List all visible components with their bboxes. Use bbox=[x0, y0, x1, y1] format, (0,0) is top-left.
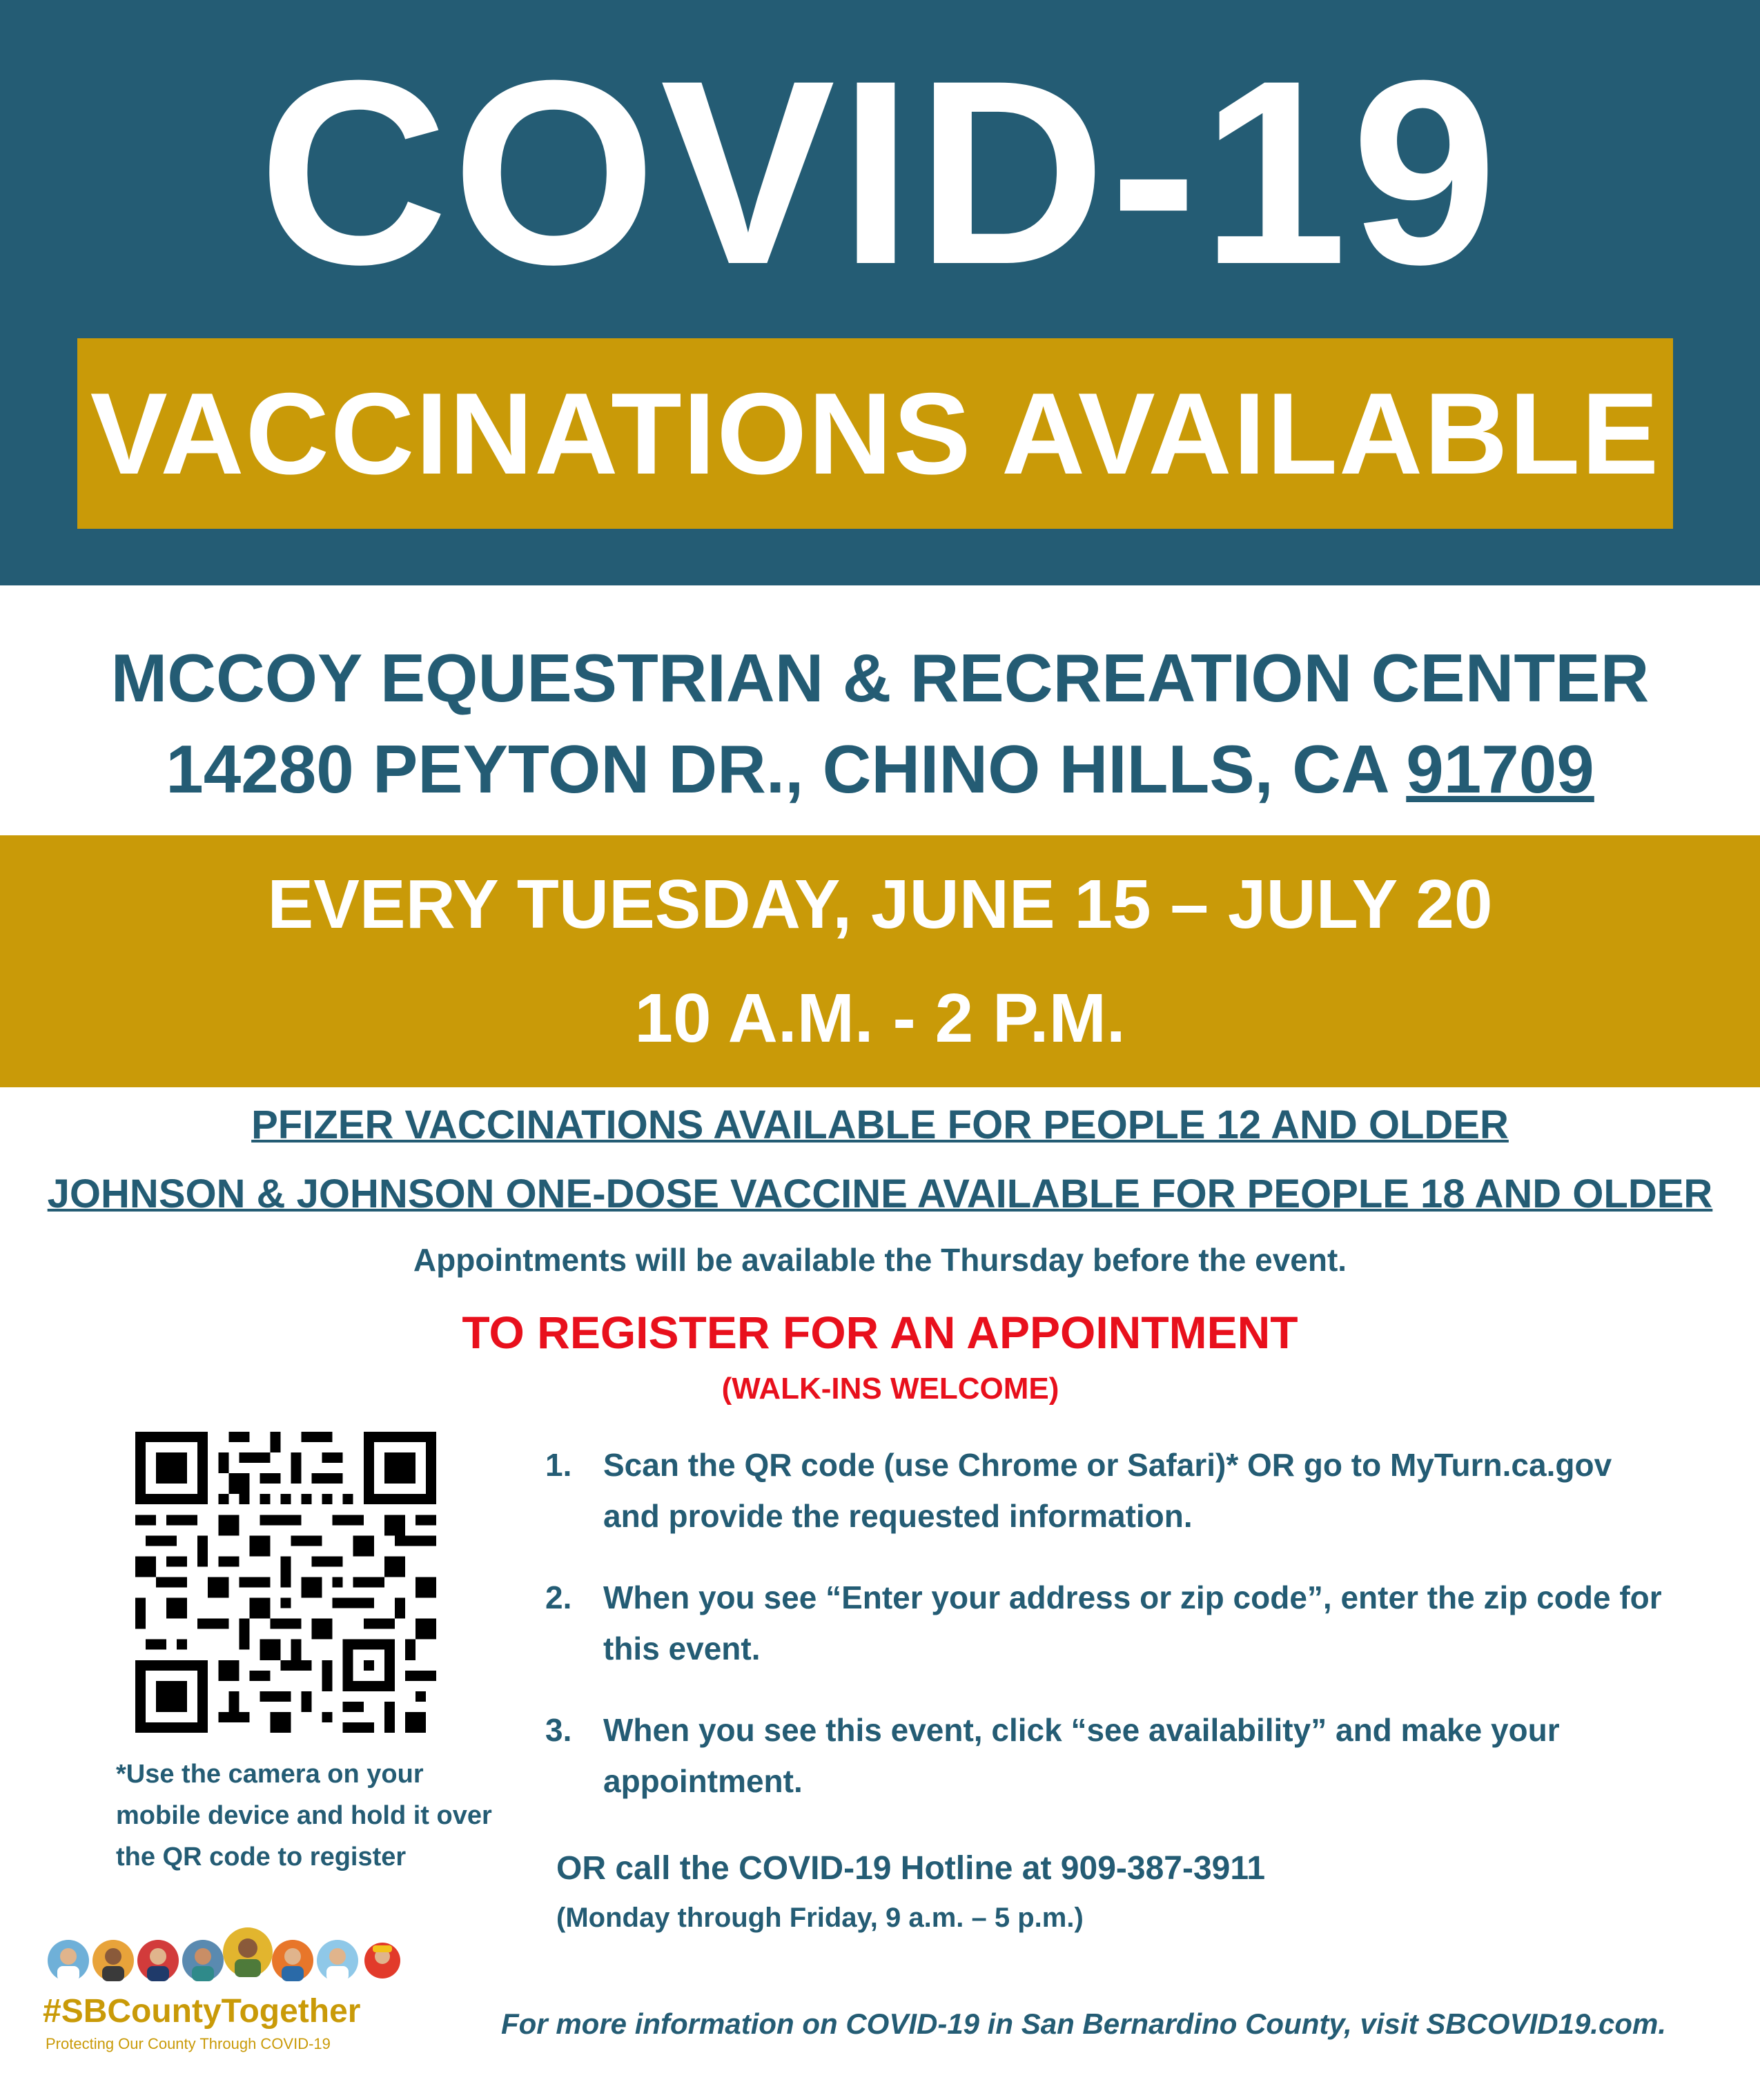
list-item bbox=[545, 1439, 1663, 1542]
step-number: 1. bbox=[545, 1447, 572, 1483]
hotline-line: OR call the COVID-19 Hotline at 909-387-3911 bbox=[556, 1850, 1266, 1887]
walkins-welcome: (WALK-INS WELCOME) bbox=[721, 1372, 1059, 1406]
zip-code: 91709 bbox=[1406, 731, 1594, 807]
list-item bbox=[545, 1704, 1663, 1807]
avatars-graphic bbox=[44, 1925, 403, 1987]
step-text: When you see “Enter your address or zip code”, enter the zip code for this event. bbox=[603, 1579, 1662, 1666]
appointments-note: Appointments will be available the Thursday before the event. bbox=[413, 1242, 1347, 1278]
qr-code-graphic bbox=[135, 1432, 436, 1733]
step-number: 3. bbox=[545, 1712, 572, 1748]
community-avatars-icon bbox=[44, 1925, 403, 1987]
step-number: 2. bbox=[545, 1579, 572, 1615]
qr-code[interactable] bbox=[135, 1432, 436, 1733]
eligibility-jnj: JOHNSON & JOHNSON ONE-DOSE VACCINE AVAILABLE FOR PEOPLE 18 AND OLDER bbox=[47, 1171, 1713, 1216]
eligibility-pfizer: PFIZER VACCINATIONS AVAILABLE FOR PEOPLE 12 AND OLDER bbox=[251, 1102, 1509, 1147]
schedule-hours: 10 A.M. - 2 P.M. bbox=[634, 980, 1126, 1057]
register-title: TO REGISTER FOR AN APPOINTMENT bbox=[462, 1307, 1298, 1358]
step-text: Scan the QR code (use Chrome or Safari)* OR go to MyTurn.ca.gov and provide the requested information. bbox=[603, 1447, 1612, 1534]
footer-info: For more information on COVID-19 in San Bernardino County, visit SBCOVID19.com. bbox=[501, 2007, 1666, 2040]
list-item bbox=[545, 1572, 1663, 1674]
hashtag-logo: #SBCountyTogether bbox=[43, 1993, 361, 2030]
registration-steps bbox=[545, 1439, 1663, 1837]
headline-title: COVID-19 bbox=[258, 26, 1502, 319]
hotline-hours: (Monday through Friday, 9 a.m. – 5 p.m.) bbox=[556, 1903, 1084, 1933]
step-text: When you see this event, click “see availability” and make your appointment. bbox=[603, 1712, 1560, 1799]
address-text: 14280 PEYTON DR., CHINO HILLS, CA bbox=[166, 731, 1407, 807]
logo-tagline: Protecting Our County Through COVID-19 bbox=[46, 2035, 331, 2052]
venue-name: MCCOY EQUESTRIAN & RECREATION CENTER bbox=[110, 640, 1650, 716]
schedule-dates: EVERY TUESDAY, JUNE 15 – JULY 20 bbox=[267, 866, 1493, 943]
subtitle-text: VACCINATIONS AVAILABLE bbox=[90, 369, 1661, 498]
venue-address bbox=[0, 721, 1760, 817]
qr-instructions: *Use the camera on your mobile device and hold it over the QR code to register bbox=[116, 1760, 492, 1871]
